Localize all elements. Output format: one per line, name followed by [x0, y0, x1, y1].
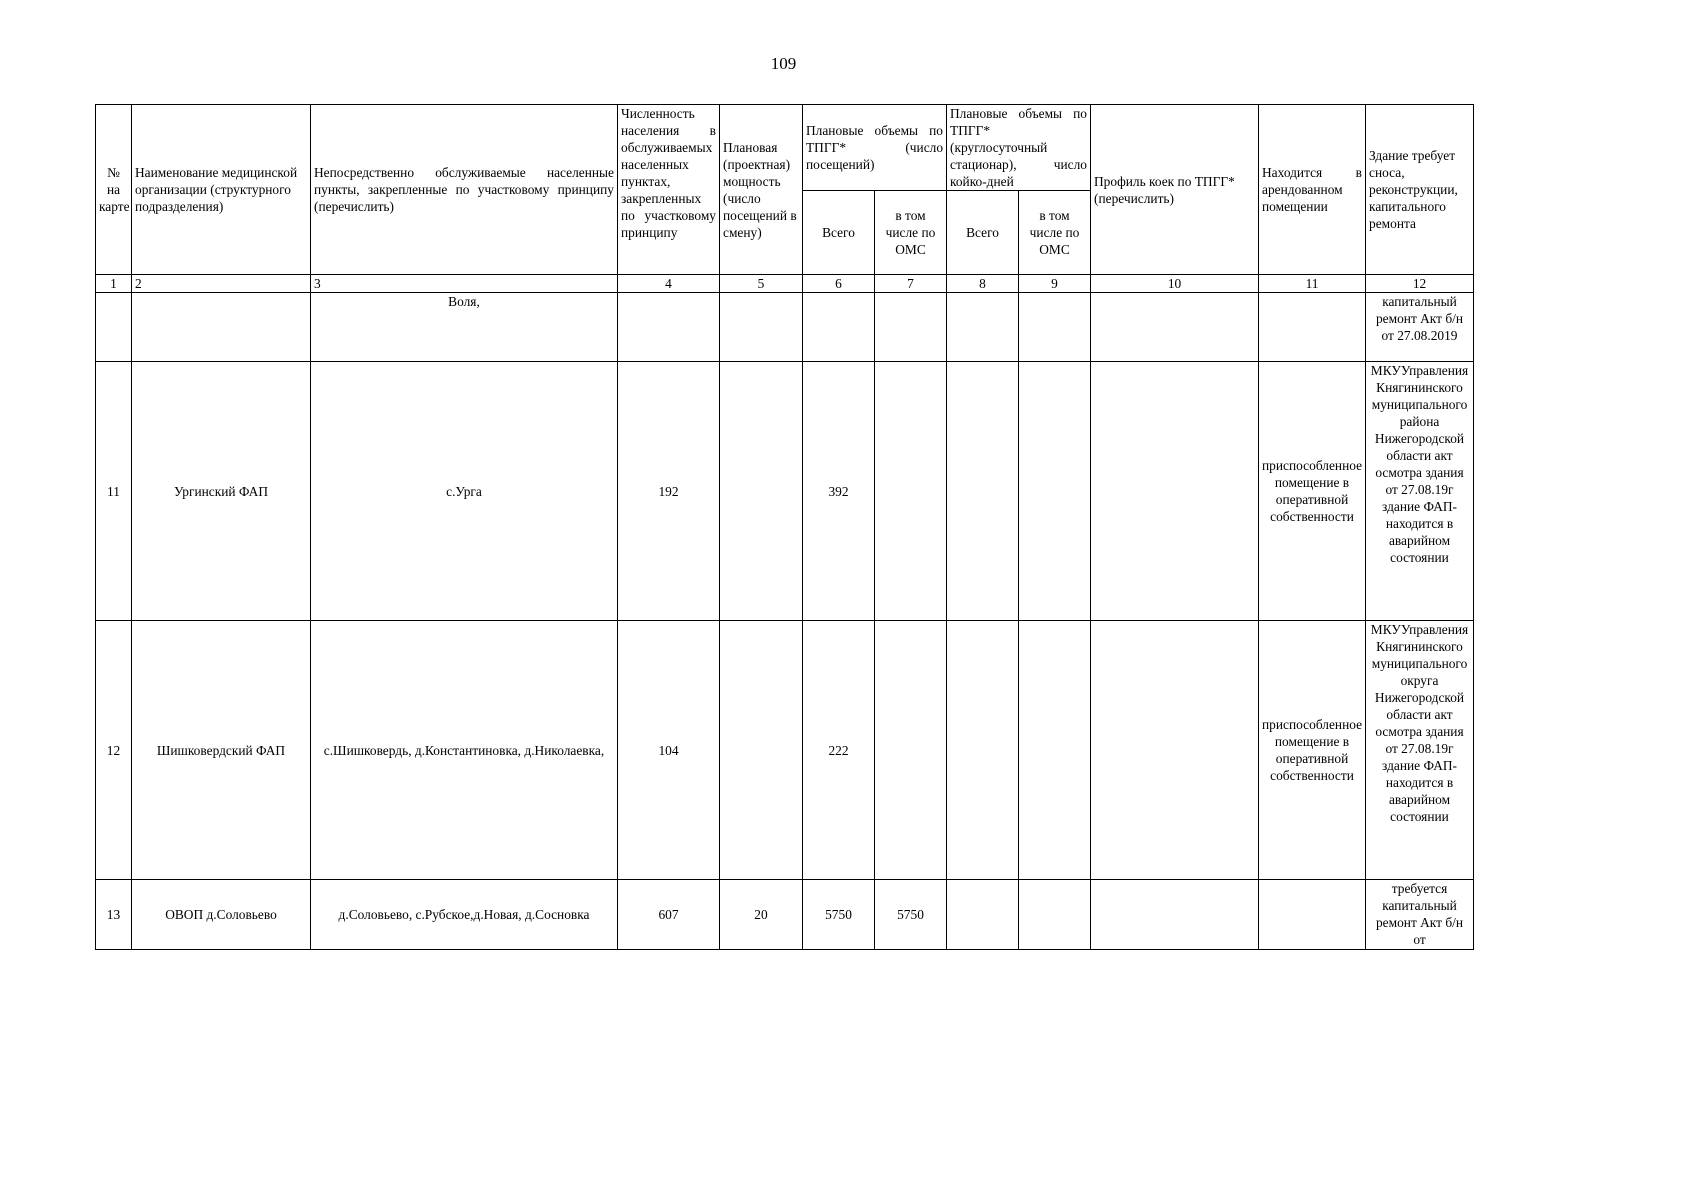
row-population: 104 — [618, 621, 720, 880]
row-beds-oms — [1019, 621, 1091, 880]
row-settlements: д.Соловьево, с.Рубское,д.Новая, д.Сосновка — [311, 880, 618, 950]
header-settlements: Непосредственно обслуживаемые населенные пункты, закрепленные по участковому принципу (перечислить) — [311, 105, 618, 275]
column-number: 5 — [720, 275, 803, 293]
row-organization: ОВОП д.Соловьево — [132, 880, 311, 950]
row-capacity: 20 — [720, 880, 803, 950]
column-number-row — [96, 275, 1474, 293]
row-capacity — [720, 621, 803, 880]
table-row — [96, 362, 1474, 621]
row-visits-oms: 5750 — [875, 880, 947, 950]
row-visits-oms — [875, 293, 947, 362]
row-map-number — [96, 293, 132, 362]
row-capacity — [720, 293, 803, 362]
column-number: 10 — [1091, 275, 1259, 293]
column-number: 1 — [96, 275, 132, 293]
column-number: 3 — [311, 275, 618, 293]
header-planned-beds: Плановые объемы по ТПГГ* (круглосуточный стационар), число койко-дней — [947, 105, 1091, 191]
row-beds-oms — [1019, 880, 1091, 950]
row-visits-oms — [875, 621, 947, 880]
table-row — [96, 293, 1474, 362]
row-beds-total — [947, 362, 1019, 621]
row-settlements: Воля, — [311, 293, 618, 362]
row-building-condition: требуется капитальный ремонт Акт б/н от — [1366, 880, 1474, 950]
row-population — [618, 293, 720, 362]
column-number: 9 — [1019, 275, 1091, 293]
header-planned-visits: Плановые объемы по ТПГГ* (число посещений) — [803, 105, 947, 191]
row-settlements: с.Шишковердь, д.Константиновка, д.Николаевка, — [311, 621, 618, 880]
row-map-number: 11 — [96, 362, 132, 621]
header-visits-oms: в том числе по ОМС — [875, 191, 947, 275]
row-visits-total: 392 — [803, 362, 875, 621]
row-visits-total: 5750 — [803, 880, 875, 950]
row-visits-total: 222 — [803, 621, 875, 880]
row-visits-oms — [875, 362, 947, 621]
column-number: 4 — [618, 275, 720, 293]
row-organization — [132, 293, 311, 362]
header-beds-total: Всего — [947, 191, 1019, 275]
row-rented — [1259, 880, 1366, 950]
header-map-number: № на карте — [96, 105, 132, 275]
column-number: 7 — [875, 275, 947, 293]
header-organization: Наименование медицинской организации (структурного подразделения) — [132, 105, 311, 275]
row-organization: Шишковердский ФАП — [132, 621, 311, 880]
header-bed-profile: Профиль коек по ТПГГ* (перечислить) — [1091, 105, 1259, 275]
header-capacity: Плановая (проектная) мощность (число посещений в смену) — [720, 105, 803, 275]
row-building-condition: МКУУправления Княгининского муниципального округа Нижегородской области акт осмотра здания от 27.08.19г здание ФАП- находится в аварийном состоянии — [1366, 621, 1474, 880]
column-number: 6 — [803, 275, 875, 293]
page-number: 109 — [770, 54, 797, 73]
row-population: 607 — [618, 880, 720, 950]
row-bed-profile — [1091, 293, 1259, 362]
row-rented: приспособленное помещение в оперативной собственности — [1259, 362, 1366, 621]
column-number: 11 — [1259, 275, 1366, 293]
header-building-condition: Здание требует сноса, реконструкции, капитального ремонта — [1366, 105, 1474, 275]
row-bed-profile — [1091, 880, 1259, 950]
column-number: 8 — [947, 275, 1019, 293]
row-building-condition: капитальный ремонт Акт б/н от 27.08.2019 — [1366, 293, 1474, 362]
row-beds-total — [947, 621, 1019, 880]
row-beds-oms — [1019, 293, 1091, 362]
row-beds-oms — [1019, 362, 1091, 621]
header-rented: Находится в арендованном помещении — [1259, 105, 1366, 275]
row-bed-profile — [1091, 621, 1259, 880]
row-beds-total — [947, 293, 1019, 362]
row-building-condition: МКУУправления Княгининского муниципального района Нижегородской области акт осмотра здания от 27.08.19г здание ФАП- находится в аварийном состоянии — [1366, 362, 1474, 621]
table-row — [96, 621, 1474, 880]
column-number: 2 — [132, 275, 311, 293]
row-rented — [1259, 293, 1366, 362]
row-visits-total — [803, 293, 875, 362]
row-map-number: 12 — [96, 621, 132, 880]
row-population: 192 — [618, 362, 720, 621]
row-rented: приспособленное помещение в оперативной собственности — [1259, 621, 1366, 880]
row-map-number: 13 — [96, 880, 132, 950]
header-beds-oms: в том числе по ОМС — [1019, 191, 1091, 275]
row-beds-total — [947, 880, 1019, 950]
table-row — [96, 880, 1474, 950]
row-bed-profile — [1091, 362, 1259, 621]
row-organization: Ургинский ФАП — [132, 362, 311, 621]
header-row — [96, 105, 1474, 191]
row-settlements: с.Урга — [311, 362, 618, 621]
medical-facilities-table — [95, 104, 1474, 950]
header-visits-total: Всего — [803, 191, 875, 275]
column-number: 12 — [1366, 275, 1474, 293]
row-capacity — [720, 362, 803, 621]
header-population: Численность населения в обслуживаемых населенных пунктах, закрепленных по участковому принципу — [618, 105, 720, 275]
